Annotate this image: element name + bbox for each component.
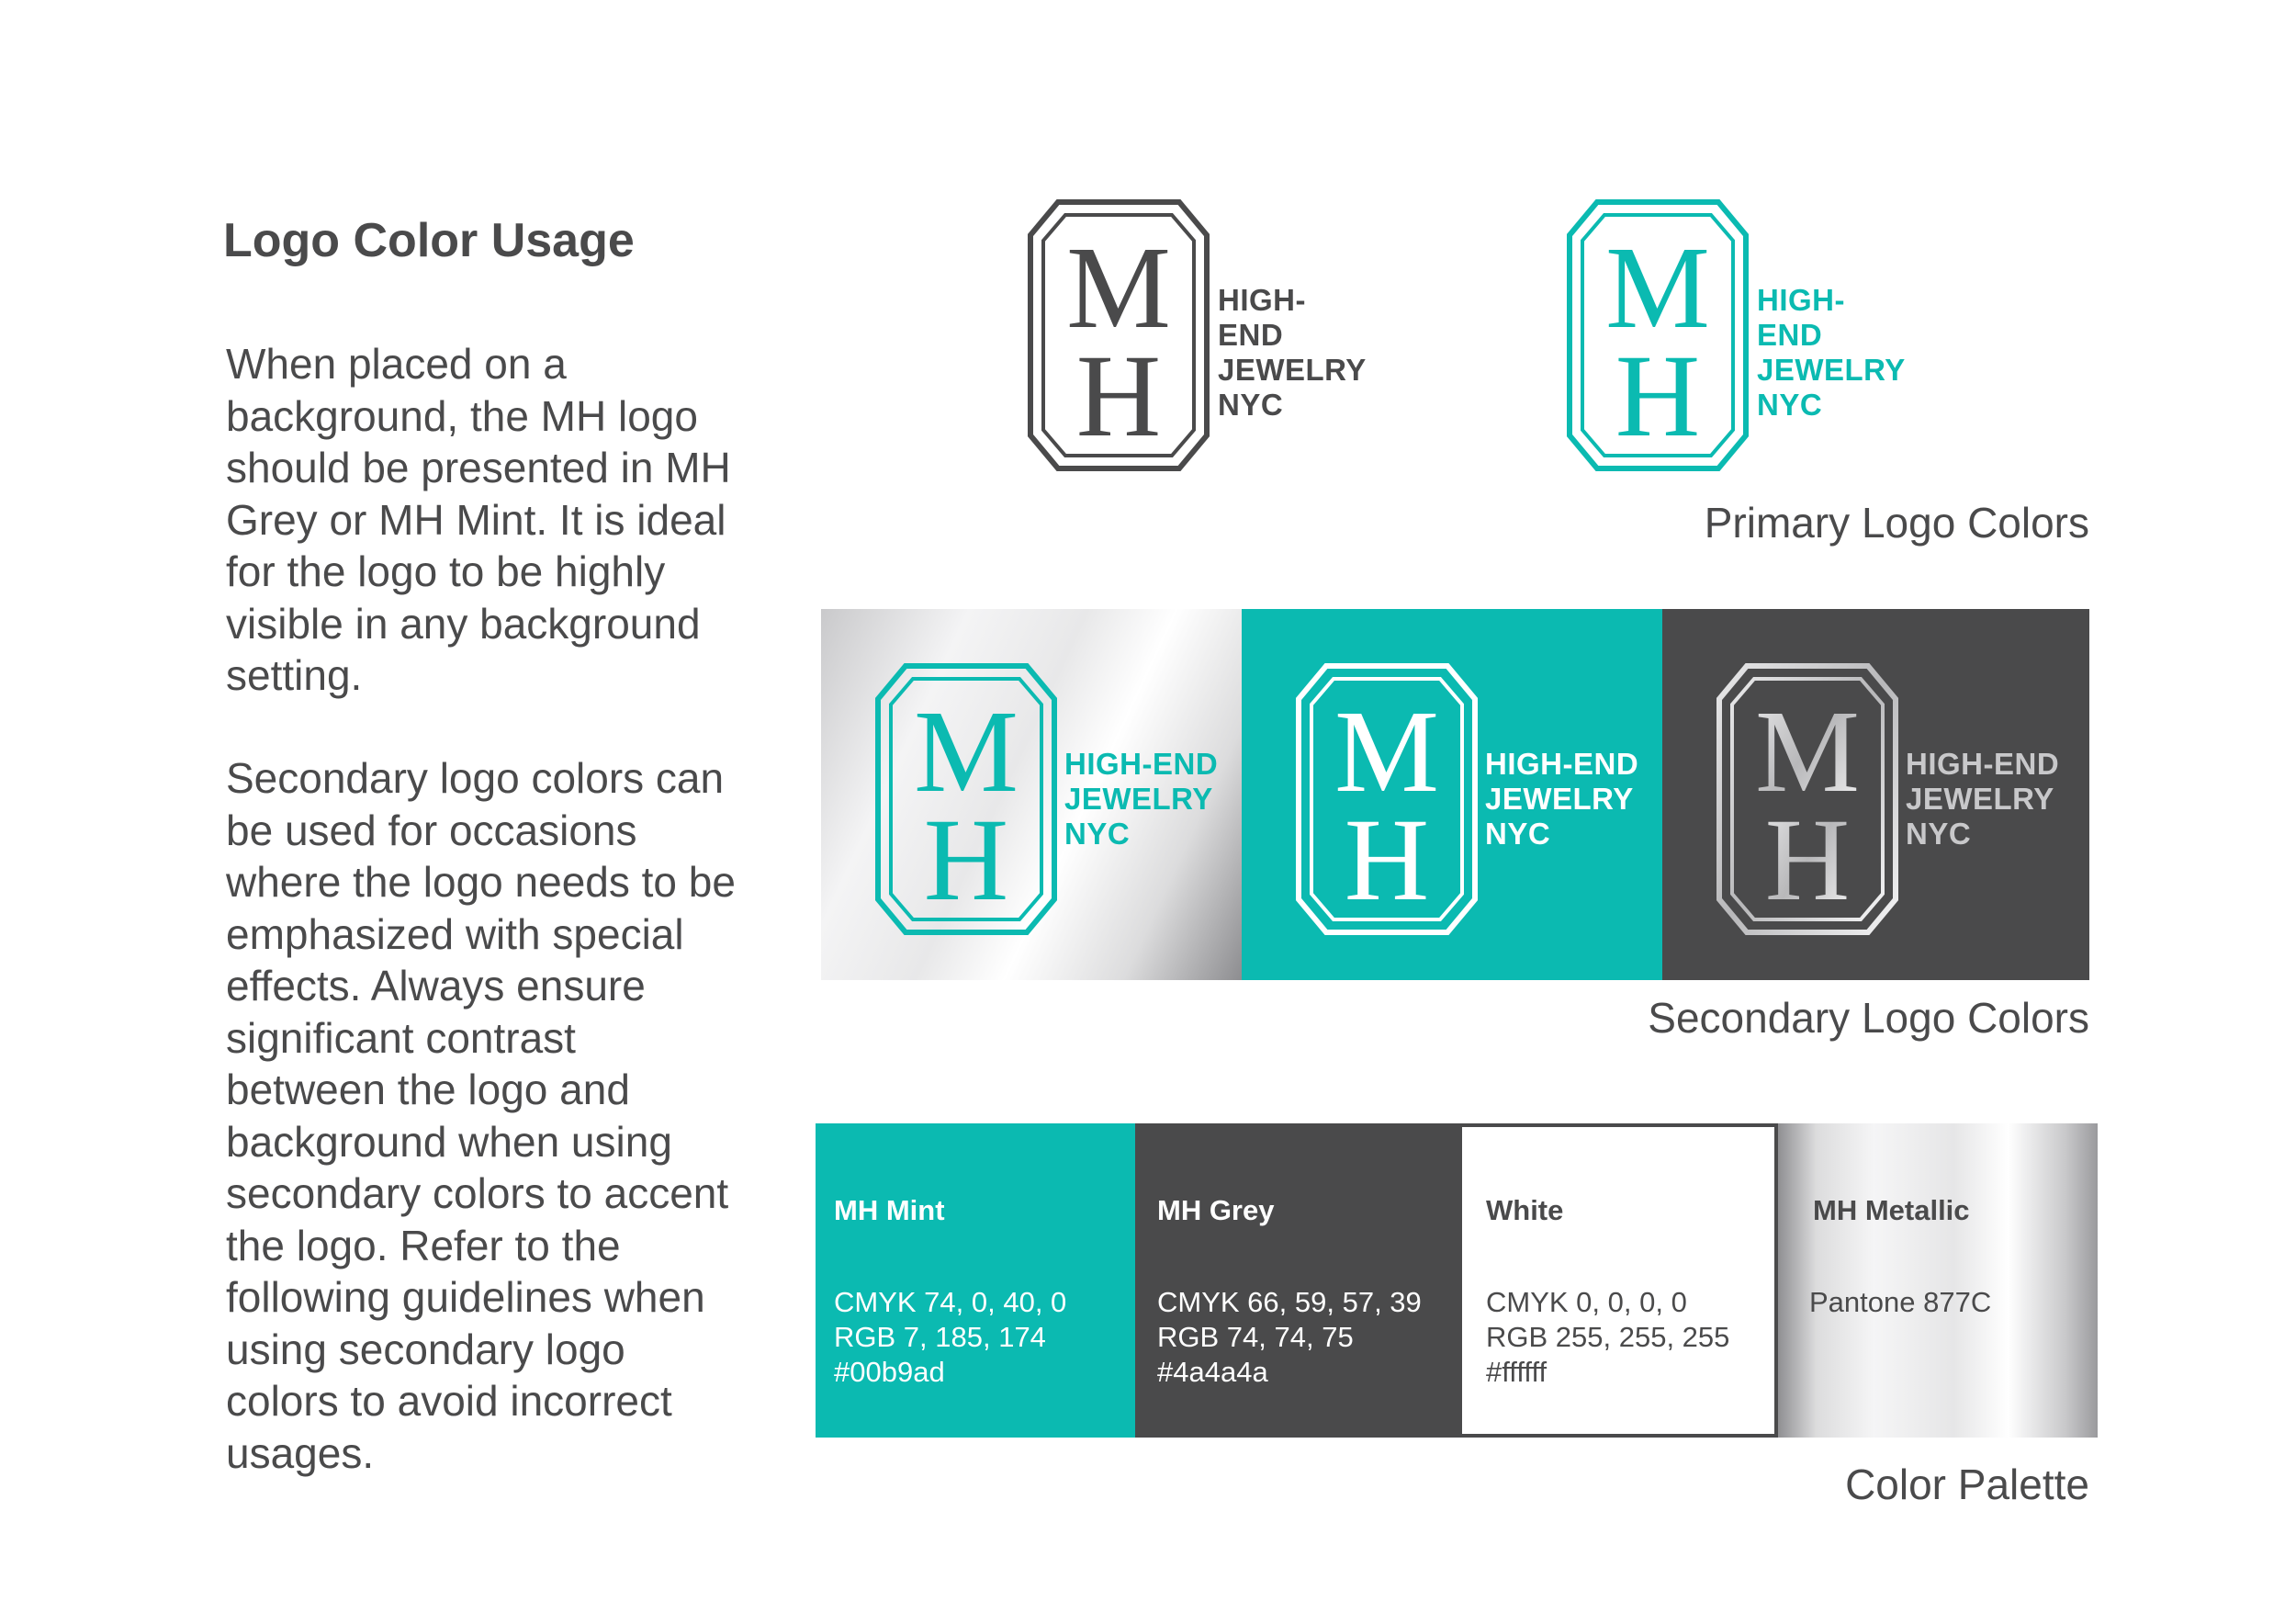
secondary-panel-metallic <box>821 609 1242 980</box>
wordmark-line-2: JEWELRY <box>1906 782 2054 816</box>
monogram-h: H <box>1075 331 1162 461</box>
swatch-hex: #00b9ad <box>834 1356 945 1388</box>
wordmark-line-1: HIGH-END <box>1906 747 2060 781</box>
wordmark-line-3: NYC <box>1218 388 1284 422</box>
wordmark-line-1: HIGH-END <box>1218 283 1306 352</box>
swatch-hex: #ffffff <box>1486 1356 1548 1388</box>
swatch-values <box>1809 1285 1991 1320</box>
wordmark-line-2: JEWELRY <box>1064 782 1213 816</box>
wordmark-line-3: NYC <box>1906 817 1972 851</box>
wordmark-line-2: JEWELRY <box>1485 782 1634 816</box>
mh-monogram-icon <box>1716 662 1899 936</box>
monogram-h: H <box>923 795 1009 925</box>
wordmark <box>1218 283 1367 423</box>
monogram-m: M <box>1755 686 1860 817</box>
wordmark-line-2: JEWELRY <box>1218 353 1367 387</box>
secondary-paragraph: Secondary logo colors can be used for occasions where the logo needs to be emphasized with special effects. Always ensure significant contrast between the logo and background when using secondary colors to accent the logo. Refer to the following guidelines when using secondary logo colors to avoid incorrect usages. <box>226 754 736 1477</box>
monogram-h: H <box>1344 795 1430 925</box>
swatch-name: MH Metallic <box>1813 1194 1970 1226</box>
mh-monogram-icon <box>874 662 1058 936</box>
swatch-values <box>1157 1285 1422 1390</box>
swatch-cmyk: CMYK 66, 59, 57, 39 <box>1157 1286 1422 1318</box>
wordmark <box>1064 747 1218 851</box>
monogram-h: H <box>1615 331 1701 461</box>
wordmark-line-1: HIGH-END <box>1757 283 1845 352</box>
swatch-mh-metallic <box>1778 1123 2098 1438</box>
wordmark-line-2: JEWELRY <box>1757 353 1906 387</box>
secondary-panel-grey <box>1662 609 2089 980</box>
monogram-h: H <box>1764 795 1851 925</box>
wordmark <box>1757 283 1906 423</box>
monogram-m: M <box>1605 222 1710 353</box>
swatch-cmyk: CMYK 0, 0, 0, 0 <box>1486 1286 1687 1318</box>
monogram-m: M <box>1334 686 1439 817</box>
swatch-pantone: Pantone 877C <box>1809 1286 1992 1318</box>
swatch-rgb: RGB 7, 185, 174 <box>834 1321 1046 1353</box>
swatch-white <box>1458 1123 1778 1438</box>
mh-monogram-icon <box>1295 662 1479 936</box>
wordmark-line-1: HIGH-END <box>1485 747 1639 781</box>
wordmark-line-3: NYC <box>1064 817 1131 851</box>
swatch-name: White <box>1486 1194 1564 1226</box>
wordmark <box>1906 747 2059 851</box>
page-title: Logo Color Usage <box>223 214 635 267</box>
intro-paragraph: When placed on a background, the MH logo should be presented in MH Grey or MH Mint. It is ideal for the logo to be highly visible in any background setting. <box>226 340 731 699</box>
swatch-values <box>1486 1285 1729 1390</box>
swatch-mh-grey <box>1135 1123 1458 1438</box>
secondary-caption: Secondary Logo Colors <box>1648 994 2089 1042</box>
swatch-rgb: RGB 74, 74, 75 <box>1157 1321 1354 1353</box>
monogram-m: M <box>914 686 1019 817</box>
swatch-name: MH Mint <box>834 1194 945 1226</box>
mh-monogram-icon <box>1566 198 1750 472</box>
swatch-rgb: RGB 255, 255, 255 <box>1486 1321 1730 1353</box>
swatch-cmyk: CMYK 74, 0, 40, 0 <box>834 1286 1067 1318</box>
wordmark-line-3: NYC <box>1485 817 1551 851</box>
mh-monogram-icon <box>1027 198 1210 472</box>
logo-primary-grey <box>1027 198 1367 477</box>
wordmark-line-1: HIGH-END <box>1064 747 1219 781</box>
wordmark-line-3: NYC <box>1757 388 1823 422</box>
secondary-panel-mint <box>1242 609 1662 980</box>
swatch-hex: #4a4a4a <box>1157 1356 1268 1388</box>
swatch-name: MH Grey <box>1157 1194 1275 1226</box>
palette-caption: Color Palette <box>1845 1460 2089 1508</box>
swatch-mh-mint <box>816 1123 1135 1438</box>
monogram-m: M <box>1066 222 1171 353</box>
wordmark <box>1485 747 1638 851</box>
logo-primary-mint <box>1566 198 1906 477</box>
swatch-values <box>834 1285 1066 1390</box>
primary-caption: Primary Logo Colors <box>1704 499 2089 547</box>
